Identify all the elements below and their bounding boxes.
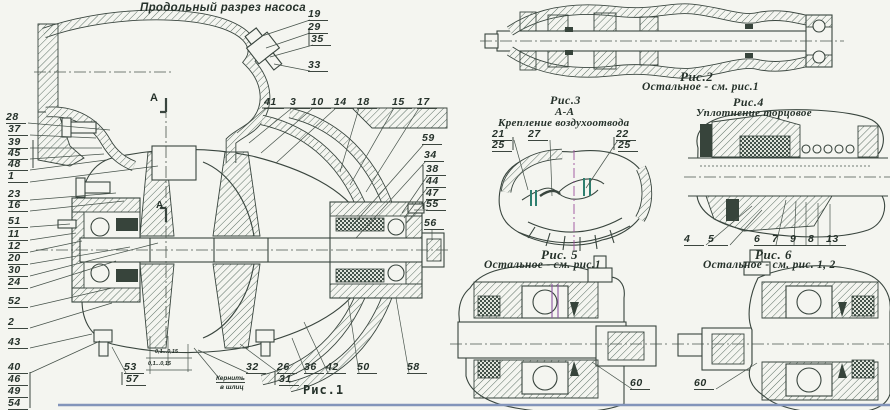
callout-2: 2 bbox=[8, 316, 28, 329]
fig3-drawing bbox=[499, 150, 648, 251]
callout-28: 28 bbox=[6, 111, 26, 124]
callout-17: 17 bbox=[417, 96, 437, 109]
callout-1: 1 bbox=[8, 170, 28, 183]
callout-39: 39 bbox=[8, 136, 28, 149]
callout-32: 32 bbox=[246, 361, 266, 374]
callout-22: 22 bbox=[616, 128, 636, 141]
callout-8: 8 bbox=[808, 233, 828, 246]
fig4-drawing bbox=[684, 110, 890, 237]
callout-36: 36 bbox=[304, 361, 324, 374]
sheet-title: Продольный разрез насоса bbox=[140, 2, 306, 14]
fig2-note: Остальное - см. рис.1 bbox=[642, 81, 759, 93]
callout-50: 50 bbox=[357, 361, 377, 374]
callout-33: 33 bbox=[308, 59, 328, 72]
callout-41: 41 bbox=[264, 96, 284, 109]
callout-14: 14 bbox=[334, 96, 354, 109]
callout-58: 58 bbox=[407, 361, 427, 374]
callout-20: 20 bbox=[8, 252, 28, 265]
callout-60: 60 bbox=[630, 377, 650, 390]
callout-56: 56 bbox=[424, 217, 444, 230]
callout-60: 60 bbox=[694, 377, 714, 390]
callout-18: 18 bbox=[357, 96, 377, 109]
fig2-drawing bbox=[480, 9, 844, 74]
callout-44: 44 bbox=[426, 175, 446, 188]
callout-45: 45 bbox=[8, 147, 28, 160]
callout-25: 25 bbox=[492, 139, 512, 152]
callout-13: 13 bbox=[826, 233, 846, 246]
fig5-caption: Рис. 5 bbox=[541, 247, 578, 262]
callout-35: 35 bbox=[311, 33, 331, 46]
callout-37: 37 bbox=[8, 123, 28, 136]
callout-42: 42 bbox=[326, 361, 346, 374]
callout-24: 24 bbox=[8, 276, 28, 289]
callout-55: 55 bbox=[426, 198, 446, 211]
callout-48: 48 bbox=[8, 158, 28, 171]
fig4-caption: Рис.4 bbox=[733, 95, 764, 109]
callout-52: 52 bbox=[8, 295, 28, 308]
callout-9: 9 bbox=[790, 233, 810, 246]
fig1-dimension-top: 0,1...0,15 bbox=[155, 349, 178, 355]
callout-15: 15 bbox=[392, 96, 412, 109]
callout-4: 4 bbox=[684, 233, 704, 246]
callout-27: 27 bbox=[528, 128, 548, 141]
callout-29: 29 bbox=[308, 21, 328, 34]
callout-46: 46 bbox=[8, 373, 28, 386]
callout-34: 34 bbox=[424, 149, 444, 162]
callout-40: 40 bbox=[8, 361, 28, 374]
callout-6: 6 bbox=[754, 233, 774, 246]
callout-23: 23 bbox=[8, 188, 28, 201]
fig5-note: Остальное - см. рис.1 bbox=[484, 259, 601, 271]
fig1-note-kern-line2: в шлиц bbox=[220, 384, 244, 391]
callout-5: 5 bbox=[708, 233, 728, 246]
fig3-caption: Рис.3 bbox=[550, 93, 581, 107]
callout-43: 43 bbox=[8, 336, 28, 349]
fig1-caption: Рис.1 bbox=[303, 383, 345, 397]
fig1-drawing bbox=[34, 15, 448, 387]
callout-57: 57 bbox=[126, 373, 146, 386]
callout-25: 25 bbox=[618, 139, 638, 152]
fig3-subtitle: Крепление воздухоотвода bbox=[498, 117, 630, 129]
callout-10: 10 bbox=[311, 96, 331, 109]
callout-31: 31 bbox=[279, 373, 299, 386]
callout-59: 59 bbox=[422, 132, 442, 145]
callout-53: 53 bbox=[124, 361, 144, 374]
callout-30: 30 bbox=[8, 264, 28, 277]
fig6-caption: Рис. 6 bbox=[755, 247, 792, 262]
callout-19: 19 bbox=[308, 8, 328, 21]
fig1-dimension-bottom: 0,1...0,15 bbox=[148, 361, 171, 367]
fig1-note-kern-line1: Кернить bbox=[216, 375, 245, 382]
section-marker-a-mid: А bbox=[156, 200, 164, 211]
callout-21: 21 bbox=[492, 128, 512, 141]
callout-12: 12 bbox=[8, 240, 28, 253]
callout-51: 51 bbox=[8, 215, 28, 228]
section-marker-a-top: А bbox=[150, 92, 158, 104]
callout-49: 49 bbox=[8, 385, 28, 398]
callout-38: 38 bbox=[426, 163, 446, 176]
callout-54: 54 bbox=[8, 397, 28, 410]
callout-16: 16 bbox=[8, 199, 28, 212]
fig4-subtitle: Уплотнение торцовое bbox=[696, 107, 812, 119]
fig3-section-label: А-А bbox=[555, 106, 575, 118]
callout-3: 3 bbox=[290, 96, 310, 109]
fig2-caption: Рис.2 bbox=[680, 69, 714, 84]
callout-11: 11 bbox=[8, 228, 28, 241]
callout-47: 47 bbox=[426, 187, 446, 200]
callout-26: 26 bbox=[277, 361, 297, 374]
fig6-note: Остальное - см. рис. 1, 2 bbox=[703, 259, 836, 271]
callout-7: 7 bbox=[772, 233, 792, 246]
